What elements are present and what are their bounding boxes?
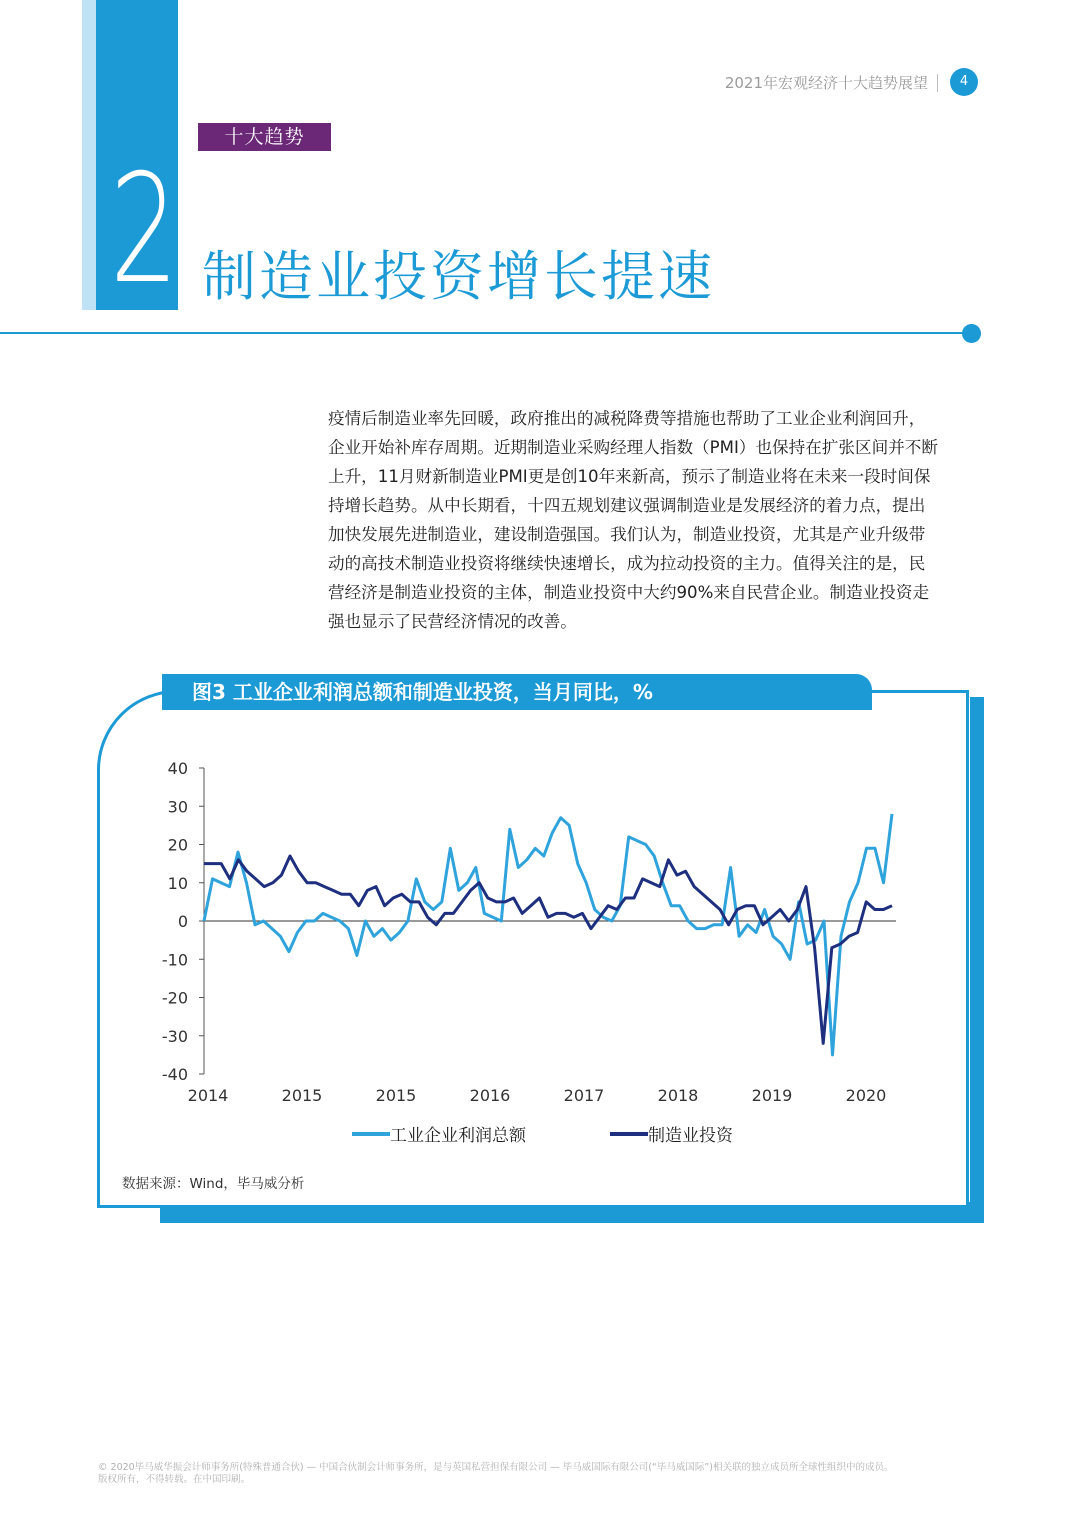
y-tick-label: -40 xyxy=(161,1065,188,1084)
y-tick-label: -20 xyxy=(161,988,188,1008)
y-tick-label: 0 xyxy=(177,912,188,931)
paragraph-line: 疫情后制造业率先回暖，政府推出的减税降费等措施也帮助了工业企业利润回升， xyxy=(328,409,926,428)
footer-line: 版权所有，不得转载。在中国印刷。 xyxy=(98,1474,251,1485)
section-tag: 十大趋势 xyxy=(198,123,331,151)
y-tick-label: 30 xyxy=(167,797,188,817)
series-line-1 xyxy=(204,814,892,1055)
x-tick-label: 2017 xyxy=(563,1086,605,1105)
chart-source: 数据来源：Wind，毕马威分析 xyxy=(122,1176,305,1192)
paragraph-line: 上升，11月财新制造业PMI更是创10年来新高，预示了制造业将在未来一段时间保 xyxy=(328,467,931,486)
footer-copyright xyxy=(98,1462,998,1486)
y-tick-label: 20 xyxy=(167,835,188,855)
x-tick-label: 2018 xyxy=(657,1086,699,1105)
chart-legend xyxy=(352,1125,734,1146)
chart-title: 图3 工业企业利润总额和制造业投资，当月同比，% xyxy=(192,680,653,704)
y-tick-label: 40 xyxy=(167,759,188,778)
footer-line: © 2020毕马威华振会计师事务所(特殊普通合伙) — 中国合伙制会计师事务所，是与英国私营担保有限公司 — 毕马威国际有限公司(“毕马威国际”)相关联的独立成员所全球性组织中的成员。 xyxy=(98,1462,894,1473)
paragraph-line: 企业开始补库存周期。近期制造业采购经理人指数（PMI）也保持在扩张区间并不断 xyxy=(328,438,938,457)
chart-series xyxy=(204,814,892,1055)
x-tick-label: 2015 xyxy=(375,1086,417,1105)
paragraph-line: 营经济是制造业投资的主体，制造业投资中大约90%来自民营企业。制造业投资走 xyxy=(328,583,930,602)
paragraph-line: 动的高技术制造业投资将继续快速增长，成为拉动投资的主力。值得关注的是，民 xyxy=(328,554,926,573)
paragraph-line: 强也显示了民营经济情况的改善。 xyxy=(328,612,577,631)
section-number: 2 xyxy=(109,143,175,317)
x-tick-label: 2019 xyxy=(751,1086,793,1105)
x-tick-label: 2020 xyxy=(845,1086,887,1105)
paragraph-line: 加快发展先进制造业，建设制造强国。我们认为，制造业投资，尤其是产业升级带 xyxy=(328,525,926,544)
y-tick-label: -10 xyxy=(161,950,188,970)
section-title: 制造业投资增长提速 xyxy=(202,245,715,308)
y-tick-label: 10 xyxy=(167,873,188,893)
legend-label: 制造业投资 xyxy=(648,1126,733,1146)
legend-label: 工业企业利润总额 xyxy=(390,1126,526,1146)
y-tick-label: -30 xyxy=(161,1026,188,1046)
x-tick-label: 2014 xyxy=(187,1086,229,1105)
x-tick-label: 2016 xyxy=(469,1086,511,1105)
chart-axes xyxy=(162,759,896,1105)
series-line-2 xyxy=(204,856,892,1043)
page-number-badge: 4 xyxy=(950,68,978,96)
running-title: 2021年宏观经济十大趋势展望 xyxy=(724,74,928,92)
paragraph-line: 持增长趋势。从中长期看，十四五规划建议强调制造业是发展经济的着力点，提出 xyxy=(328,496,926,515)
x-tick-label: 2015 xyxy=(281,1086,323,1105)
